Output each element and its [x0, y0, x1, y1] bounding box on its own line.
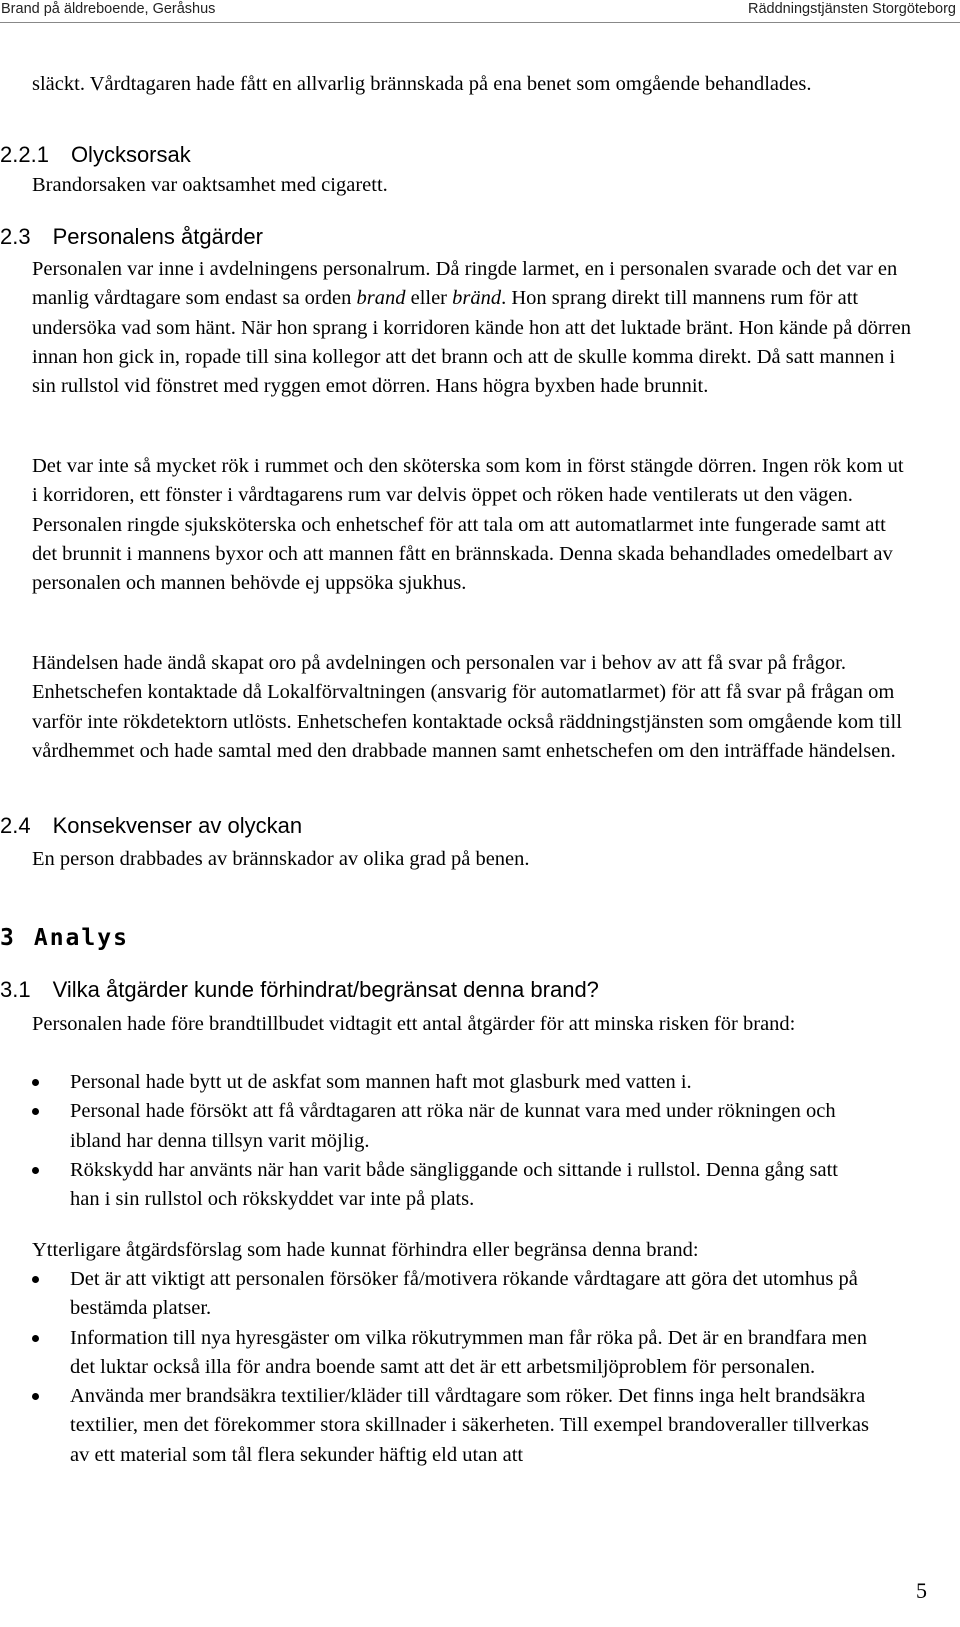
bullet-list-proposed-measures — [32, 1265, 892, 1470]
chapter-number: 3 — [0, 925, 16, 951]
section-heading-2-4 — [0, 811, 302, 841]
bullet-icon — [32, 1167, 39, 1174]
list-item-text: Det är att viktigt att personalen försöker få/motivera rökande vårdtagare att göra det utomhus på bestämda platser. — [70, 1268, 858, 1320]
list-item — [32, 1068, 872, 1097]
list-item-text: Rökskydd har använts när han varit både sängliggande och sittande i rullstol. Denna gång satt han i sin rullstol och rökskyddet var inte på plats. — [70, 1158, 838, 1211]
chapter-heading-3 — [0, 925, 129, 951]
running-header — [0, 0, 960, 22]
section-number: 2.2.1 — [0, 142, 49, 167]
paragraph-personalens-atgarder-2: Det var inte så mycket rök i rummet och den sköterska som kom in först stängde dörren. Ingen rök kom ut i korridoren, ett fönster i vårdtagarens rum var delvis öppet och röken hade ventilerats ut den vägen. Personalen ringde sjuksköterska och enhetschef för att tala om att automatlarmet inte fungerade samt att det brunnit i mannens byxor och att mannen fått en brännskada. Denna skada behandlades omedelbart av personalen och mannen behövde ej uppsöka sjukhus. — [32, 455, 904, 595]
text-run: eller — [405, 287, 453, 310]
section-title: Vilka åtgärder kunde förhindrat/begränsat denna brand? — [52, 977, 599, 1002]
section-number: 3.1 — [0, 977, 31, 1002]
section-heading-2-2-1 — [0, 140, 191, 170]
chapter-title: Analys — [33, 925, 129, 951]
bullet-icon — [32, 1276, 39, 1283]
list-item — [32, 1324, 892, 1383]
bullet-icon — [32, 1079, 39, 1086]
section-number: 2.3 — [0, 224, 31, 249]
paragraph-personalens-atgarder-3: Händelsen hade ändå skapat oro på avdelningen och personalen var i behov av att få svar på frågor. Enhetschefen kontaktade då Lokalförvaltningen (ansvarig för automatlarmet) för att få svar på frågan om varför inte rökdetektorn utlösts. Enhetschefen kontaktade också räddningstjänsten som omgående kom till vårdhemmet och hade samtal med den drabbade mannen samt enhetschefen om den inträffade händelsen. — [32, 652, 902, 762]
list-item — [32, 1156, 872, 1215]
bullet-list-existing-measures — [32, 1068, 872, 1214]
section-title: Olycksorsak — [70, 142, 191, 167]
list-item-text: Information till nya hyresgäster om vilka rökutrymmen man får röka på. Det är en brandfara men det luktar också illa för andra boende samt att det är ett arbetsmiljöproblem för personalen. — [70, 1326, 867, 1378]
paragraph-personalens-atgarder-1 — [32, 255, 912, 401]
emphasis-brand: brand — [356, 287, 406, 310]
section-title: Konsekvenser av olyckan — [52, 813, 303, 838]
paragraph-ytterligare-atgarder: Ytterligare åtgärdsförslag som hade kunnat förhindra eller begränsa denna brand: — [32, 1239, 699, 1261]
header-right-org: Räddningstjänsten Storgöteborg — [748, 1, 956, 17]
paragraph-konsekvenser: En person drabbades av brännskador av olika grad på benen. — [32, 848, 530, 870]
header-divider — [0, 22, 960, 23]
page-number: 5 — [916, 1578, 927, 1603]
text-run: Personalen var inne i avdelningens personalrum. Då ringde larmet, en i personalen svarade och det var en manlig vårdtagare som endast sa orden — [32, 258, 898, 310]
section-heading-3-1 — [0, 975, 599, 1005]
header-left-title: Brand på äldreboende, Geråshus — [1, 1, 216, 17]
bullet-icon — [32, 1393, 39, 1400]
emphasis-brand-2: bränd — [452, 287, 502, 310]
bullet-icon — [32, 1335, 39, 1342]
list-item-text: Personal hade försökt att få vårdtagaren att röka när de kunnat vara med under rökningen och ibland har denna tillsyn varit möjlig. — [70, 1100, 836, 1152]
list-item-text: Använda mer brandsäkra textilier/kläder till vårdtagare som röker. Det finns inga helt brandsäkra textilier, men det förekommer stora skillnader i säkerheten. Till exempel brandoveraller tillverkas av ett material som tål flera sekunder häftig eld utan att — [70, 1385, 869, 1466]
section-number: 2.4 — [0, 813, 31, 838]
paragraph-intro: släckt. Vårdtagaren hade fått en allvarlig brännskada på ena benet som omgående behandlades. — [32, 73, 812, 95]
bullet-icon — [32, 1108, 39, 1115]
list-item — [32, 1097, 872, 1156]
paragraph-olycksorsak: Brandorsaken var oaktsamhet med cigarett. — [32, 174, 388, 196]
section-title: Personalens åtgärder — [52, 224, 263, 249]
paragraph-atgarder-intro: Personalen hade före brandtillbudet vidtagit ett antal åtgärder för att minska risken för brand: — [32, 1013, 796, 1035]
list-item — [32, 1265, 892, 1324]
section-heading-2-3 — [0, 222, 263, 252]
list-item-text: Personal hade bytt ut de askfat som mannen haft mot glasburk med vatten i. — [70, 1071, 692, 1093]
text-run: . Hon sprang direkt till mannens rum för att undersöka vad som hänt. När hon sprang i korridoren kände hon att det luktade bränt. Hon kände på dörren innan hon gick in, ropade till sina kollegor att det brann och att de skulle komma direkt. Då satt mannen i sin rullstol vid fönstret med ryggen emot dörren. Hans högra byxben hade brunnit. — [32, 287, 911, 398]
list-item — [32, 1382, 892, 1470]
